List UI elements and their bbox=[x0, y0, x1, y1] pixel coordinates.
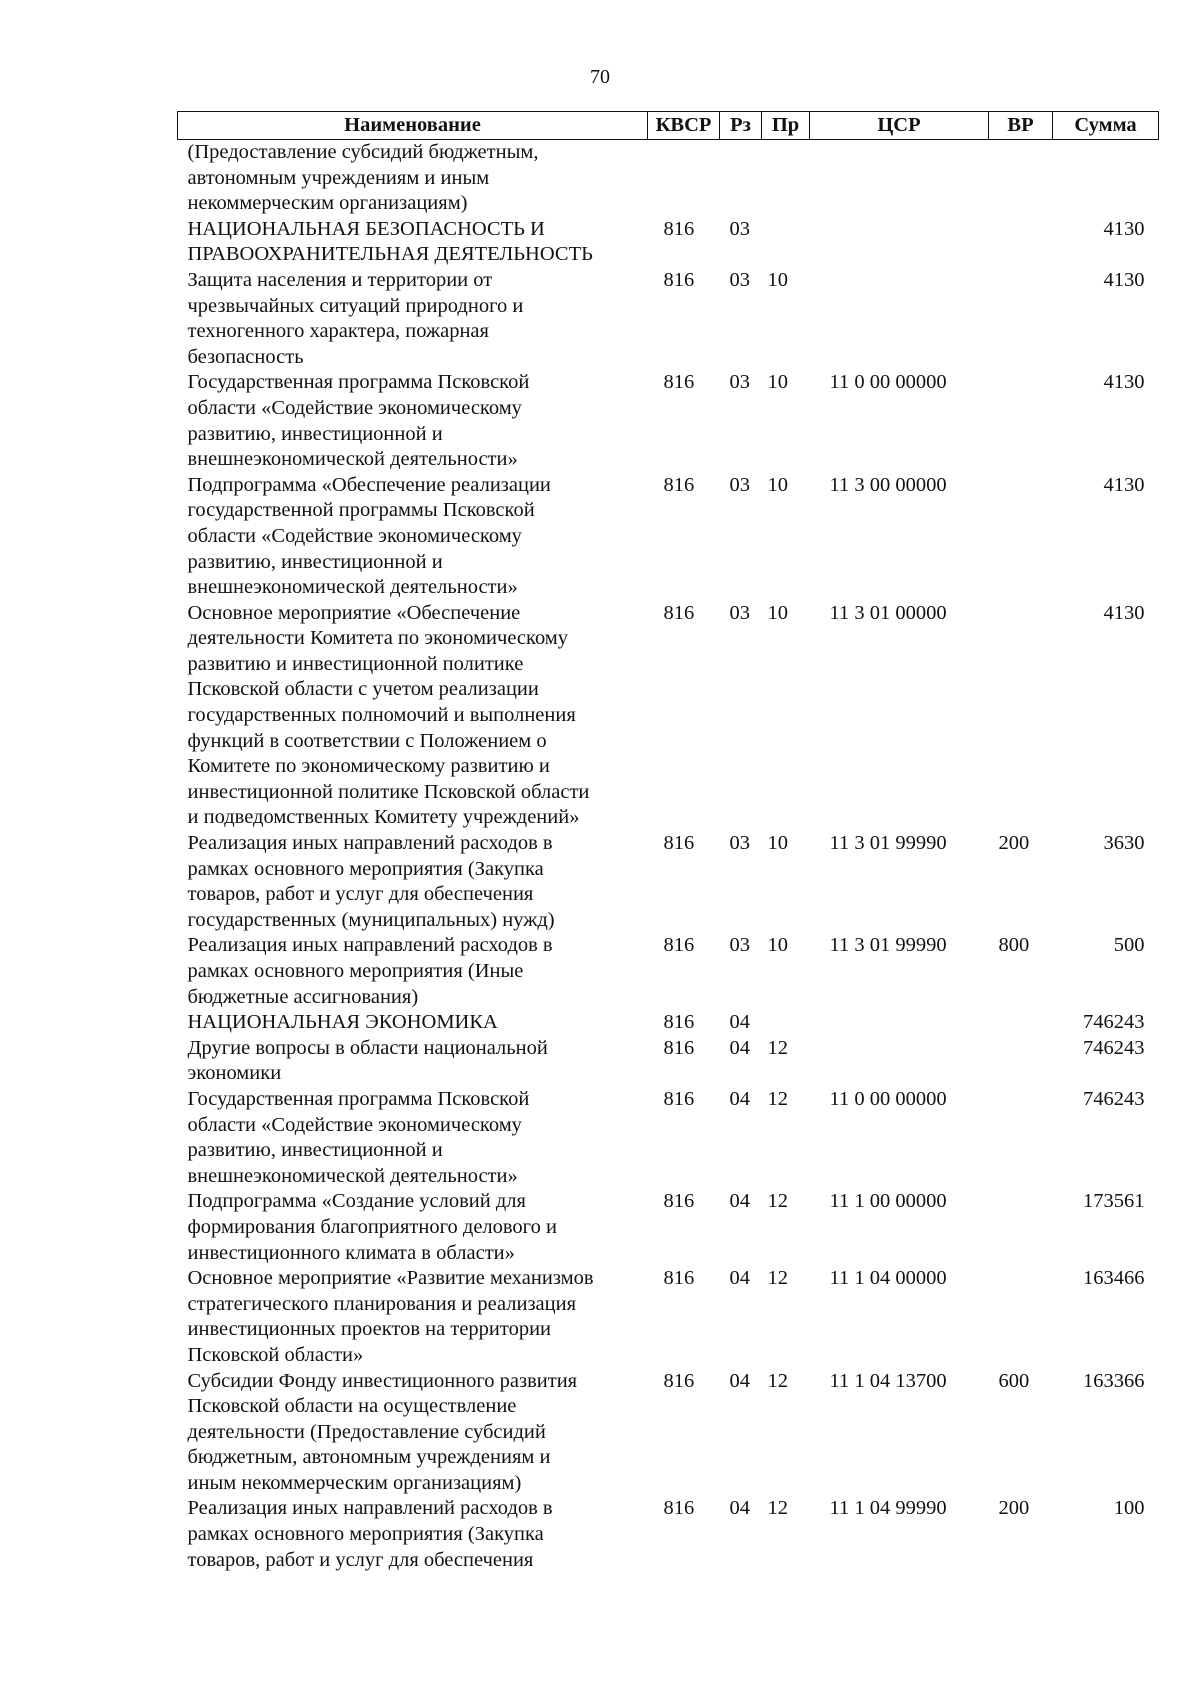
cell-name-line: рамках основного мероприятия (Закупка bbox=[187, 1523, 544, 1546]
cell-name-line: бюджетные ассигнования) bbox=[187, 985, 419, 1008]
cell-sum bbox=[1053, 140, 1159, 217]
cell-name-line: внешнеэкономической деятельности» bbox=[187, 576, 518, 599]
cell-name-line: безопасность bbox=[187, 345, 304, 368]
cell-csr bbox=[810, 268, 989, 370]
cell-name-line: функций в соответствии с Положением о bbox=[187, 729, 547, 752]
cell-rz: 03 bbox=[729, 268, 750, 291]
table-row bbox=[178, 370, 1159, 472]
cell-rz bbox=[720, 140, 762, 217]
table-row bbox=[178, 473, 1159, 601]
cell-sum: 100 bbox=[1113, 1497, 1145, 1520]
cell-name bbox=[178, 1036, 648, 1087]
cell-name bbox=[178, 933, 648, 1010]
cell-vr bbox=[989, 140, 1053, 217]
cell-vr bbox=[989, 601, 1053, 831]
cell-name bbox=[178, 1496, 648, 1573]
cell-kvsr: 816 bbox=[663, 371, 695, 394]
cell-name-line: стратегического планирования и реализация bbox=[187, 1292, 577, 1315]
cell-pr bbox=[762, 217, 810, 268]
cell-name-line: Реализация иных направлений расходов в bbox=[187, 832, 553, 855]
cell-sum: 746243 bbox=[1083, 1087, 1145, 1110]
cell-name bbox=[178, 473, 648, 601]
cell-pr: 12 bbox=[767, 1369, 788, 1392]
table-row bbox=[178, 1369, 1159, 1497]
cell-name-line: инвестиционных проектов на территории bbox=[187, 1318, 552, 1341]
cell-sum: 4130 bbox=[1103, 268, 1145, 291]
cell-name-line: Основное мероприятие «Развитие механизмов bbox=[187, 1267, 594, 1290]
cell-name-line: товаров, работ и услуг для обеспечения bbox=[187, 1548, 534, 1571]
cell-csr: 11 1 00 00000 bbox=[829, 1190, 947, 1213]
table-row bbox=[178, 933, 1159, 1010]
cell-name bbox=[178, 1369, 648, 1497]
header-sum: Сумма bbox=[1053, 112, 1159, 140]
cell-name-line: Государственная программа Псковской bbox=[187, 1087, 530, 1110]
cell-csr bbox=[810, 1010, 989, 1036]
table-header-row bbox=[178, 112, 1159, 140]
cell-vr bbox=[989, 1010, 1053, 1036]
cell-name-line: внешнеэкономической деятельности» bbox=[187, 1164, 518, 1187]
header-vr: ВР bbox=[989, 112, 1053, 140]
cell-name-line: инвестиционного климата в области» bbox=[187, 1241, 515, 1264]
cell-kvsr bbox=[648, 140, 720, 217]
cell-name-line: развитию и инвестиционной политике bbox=[187, 652, 524, 675]
table-row bbox=[178, 1010, 1159, 1036]
cell-name-line: Субсидии Фонду инвестиционного развития bbox=[187, 1369, 578, 1392]
cell-rz: 03 bbox=[729, 217, 750, 240]
cell-rz: 04 bbox=[729, 1497, 750, 1520]
cell-sum: 500 bbox=[1113, 934, 1145, 957]
cell-name-line: Основное мероприятие «Обеспечение bbox=[187, 601, 521, 624]
cell-sum: 163466 bbox=[1083, 1267, 1145, 1290]
cell-pr: 12 bbox=[767, 1087, 788, 1110]
cell-csr: 11 1 04 13700 bbox=[829, 1369, 947, 1392]
cell-name-line: развитию, инвестиционной и bbox=[187, 1139, 443, 1162]
cell-rz: 04 bbox=[729, 1190, 750, 1213]
cell-kvsr: 816 bbox=[663, 1036, 695, 1059]
cell-name bbox=[178, 831, 648, 933]
cell-rz: 03 bbox=[729, 832, 750, 855]
table-row bbox=[178, 831, 1159, 933]
cell-name bbox=[178, 1266, 648, 1368]
cell-name-line: НАЦИОНАЛЬНАЯ ЭКОНОМИКА bbox=[187, 1011, 498, 1034]
cell-name bbox=[178, 370, 648, 472]
cell-csr: 11 3 01 99990 bbox=[829, 934, 947, 957]
cell-name-line: области «Содействие экономическому bbox=[187, 1113, 522, 1136]
cell-name bbox=[178, 1189, 648, 1266]
cell-csr: 11 1 04 00000 bbox=[829, 1267, 947, 1290]
cell-kvsr: 816 bbox=[663, 934, 695, 957]
cell-rz: 04 bbox=[729, 1369, 750, 1392]
cell-pr: 12 bbox=[767, 1267, 788, 1290]
table-row bbox=[178, 1036, 1159, 1087]
cell-csr bbox=[810, 140, 989, 217]
header-csr: ЦСР bbox=[810, 112, 989, 140]
cell-name-line: области «Содействие экономическому bbox=[187, 396, 522, 419]
cell-vr bbox=[989, 1036, 1053, 1087]
cell-name-line: Реализация иных направлений расходов в bbox=[187, 1497, 553, 1520]
page-number: 70 bbox=[590, 66, 610, 88]
cell-name bbox=[178, 217, 648, 268]
cell-rz: 03 bbox=[729, 371, 750, 394]
cell-name-line: (Предоставление субсидий бюджетным, bbox=[187, 141, 539, 163]
cell-name-line: иным некоммерческим организациям) bbox=[187, 1471, 522, 1494]
cell-name-line: и подведомственных Комитету учреждений» bbox=[187, 806, 580, 829]
cell-name-line: Реализация иных направлений расходов в bbox=[187, 934, 553, 957]
table-row bbox=[178, 1496, 1159, 1573]
cell-sum: 4130 bbox=[1103, 601, 1145, 624]
cell-name-line: формирования благоприятного делового и bbox=[187, 1215, 557, 1238]
cell-name-line: техногенного характера, пожарная bbox=[187, 320, 489, 343]
cell-vr bbox=[989, 1087, 1053, 1189]
cell-rz: 03 bbox=[729, 473, 750, 496]
cell-csr bbox=[810, 1036, 989, 1087]
cell-vr bbox=[989, 1266, 1053, 1368]
cell-vr: 800 bbox=[998, 934, 1030, 957]
cell-vr bbox=[989, 370, 1053, 472]
cell-name-line: инвестиционной политике Псковской области bbox=[187, 780, 590, 803]
cell-name-line: экономики bbox=[187, 1062, 282, 1085]
cell-kvsr: 816 bbox=[663, 268, 695, 291]
cell-name-line: чрезвычайных ситуаций природного и bbox=[187, 294, 524, 317]
cell-kvsr: 816 bbox=[663, 1497, 695, 1520]
cell-vr: 200 bbox=[998, 832, 1030, 855]
cell-name-line: автономным учреждениям и иным bbox=[187, 166, 490, 189]
cell-kvsr: 816 bbox=[663, 1087, 695, 1110]
cell-pr: 10 bbox=[767, 934, 788, 957]
cell-sum: 746243 bbox=[1083, 1011, 1145, 1034]
cell-name-line: Псковской области на осуществление bbox=[187, 1395, 517, 1418]
cell-name-line: ПРАВООХРАНИТЕЛЬНАЯ ДЕЯТЕЛЬНОСТЬ bbox=[187, 243, 593, 266]
cell-kvsr: 816 bbox=[663, 217, 695, 240]
table-row bbox=[178, 140, 1159, 217]
cell-name-line: развитию, инвестиционной и bbox=[187, 422, 443, 445]
cell-vr bbox=[989, 268, 1053, 370]
cell-sum: 163366 bbox=[1083, 1369, 1145, 1392]
cell-vr bbox=[989, 473, 1053, 601]
cell-pr: 12 bbox=[767, 1190, 788, 1213]
header-rz: Рз bbox=[720, 112, 762, 140]
header-kvsr: КВСР bbox=[648, 112, 720, 140]
cell-name-line: внешнеэкономической деятельности» bbox=[187, 448, 518, 471]
cell-csr: 11 1 04 99990 bbox=[829, 1497, 947, 1520]
cell-rz: 03 bbox=[729, 934, 750, 957]
cell-vr bbox=[989, 217, 1053, 268]
table-row bbox=[178, 1266, 1159, 1368]
table-body bbox=[178, 140, 1159, 1574]
cell-kvsr: 816 bbox=[663, 1011, 695, 1034]
cell-name-line: государственной программы Псковской bbox=[187, 499, 535, 522]
cell-name-line: Защита населения и территории от bbox=[187, 268, 493, 291]
cell-name-line: НАЦИОНАЛЬНАЯ БЕЗОПАСНОСТЬ И bbox=[187, 217, 545, 240]
cell-vr: 200 bbox=[998, 1497, 1030, 1520]
cell-csr: 11 0 00 00000 bbox=[829, 371, 947, 394]
cell-vr bbox=[989, 1189, 1053, 1266]
cell-kvsr: 816 bbox=[663, 1369, 695, 1392]
cell-name-line: деятельности Комитета по экономическому bbox=[187, 627, 569, 650]
cell-name-line: рамках основного мероприятия (Закупка bbox=[187, 857, 544, 880]
cell-rz: 03 bbox=[729, 601, 750, 624]
cell-name-line: Комитете по экономическому развитию и bbox=[187, 755, 550, 778]
cell-name bbox=[178, 1010, 648, 1036]
cell-kvsr: 816 bbox=[663, 1190, 695, 1213]
cell-kvsr: 816 bbox=[663, 473, 695, 496]
cell-pr: 10 bbox=[767, 268, 788, 291]
table-row bbox=[178, 1189, 1159, 1266]
cell-sum: 3630 bbox=[1103, 832, 1145, 855]
cell-name-line: рамках основного мероприятия (Иные bbox=[187, 960, 524, 982]
cell-name-line: Псковской области с учетом реализации bbox=[187, 678, 539, 701]
table-row bbox=[178, 601, 1159, 831]
cell-vr: 600 bbox=[998, 1369, 1030, 1392]
cell-name-line: товаров, работ и услуг для обеспечения bbox=[187, 883, 534, 906]
cell-pr bbox=[762, 140, 810, 217]
cell-name-line: Другие вопросы в области национальной bbox=[187, 1036, 548, 1059]
cell-sum: 4130 bbox=[1103, 473, 1145, 496]
cell-sum: 4130 bbox=[1103, 371, 1145, 394]
cell-name-line: государственных полномочий и выполнения bbox=[187, 704, 576, 727]
cell-csr: 11 3 00 00000 bbox=[829, 473, 947, 496]
cell-pr: 12 bbox=[767, 1497, 788, 1520]
cell-sum: 173561 bbox=[1083, 1190, 1145, 1213]
cell-name bbox=[178, 1087, 648, 1189]
table-row bbox=[178, 1087, 1159, 1189]
table-row bbox=[178, 217, 1159, 268]
cell-rz: 04 bbox=[729, 1011, 750, 1034]
cell-kvsr: 816 bbox=[663, 601, 695, 624]
cell-rz: 04 bbox=[729, 1087, 750, 1110]
cell-kvsr: 816 bbox=[663, 1267, 695, 1290]
cell-pr: 10 bbox=[767, 832, 788, 855]
cell-pr: 10 bbox=[767, 601, 788, 624]
cell-name-line: Подпрограмма «Создание условий для bbox=[187, 1190, 526, 1213]
cell-name-line: области «Содействие экономическому bbox=[187, 524, 522, 547]
cell-sum: 746243 bbox=[1083, 1036, 1145, 1059]
cell-rz: 04 bbox=[729, 1036, 750, 1059]
cell-name-line: деятельности (Предоставление субсидий bbox=[187, 1420, 546, 1443]
cell-pr: 12 bbox=[767, 1036, 788, 1059]
header-pr: Пр bbox=[762, 112, 810, 140]
cell-name-line: Подпрограмма «Обеспечение реализации bbox=[187, 473, 551, 496]
header-name: Наименование bbox=[178, 112, 648, 140]
cell-pr: 10 bbox=[767, 473, 788, 496]
cell-name-line: бюджетным, автономным учреждениям и bbox=[187, 1446, 551, 1469]
table-row bbox=[178, 268, 1159, 370]
cell-kvsr: 816 bbox=[663, 832, 695, 855]
cell-pr: 10 bbox=[767, 371, 788, 394]
cell-name-line: развитию, инвестиционной и bbox=[187, 550, 443, 573]
cell-csr bbox=[810, 217, 989, 268]
cell-pr bbox=[762, 1010, 810, 1036]
cell-name-line: государственных (муниципальных) нужд) bbox=[187, 908, 555, 931]
cell-name bbox=[178, 601, 648, 831]
cell-sum: 4130 bbox=[1103, 217, 1145, 240]
budget-table bbox=[177, 111, 1159, 1573]
cell-csr: 11 3 01 99990 bbox=[829, 832, 947, 855]
cell-name-line: некоммерческим организациям) bbox=[187, 192, 468, 215]
cell-csr: 11 3 01 00000 bbox=[829, 601, 947, 624]
cell-rz: 04 bbox=[729, 1267, 750, 1290]
cell-name bbox=[178, 140, 648, 217]
cell-name bbox=[178, 268, 648, 370]
cell-name-line: Государственная программа Псковской bbox=[187, 371, 530, 394]
cell-csr: 11 0 00 00000 bbox=[829, 1087, 947, 1110]
cell-name-line: Псковской области» bbox=[187, 1343, 364, 1366]
